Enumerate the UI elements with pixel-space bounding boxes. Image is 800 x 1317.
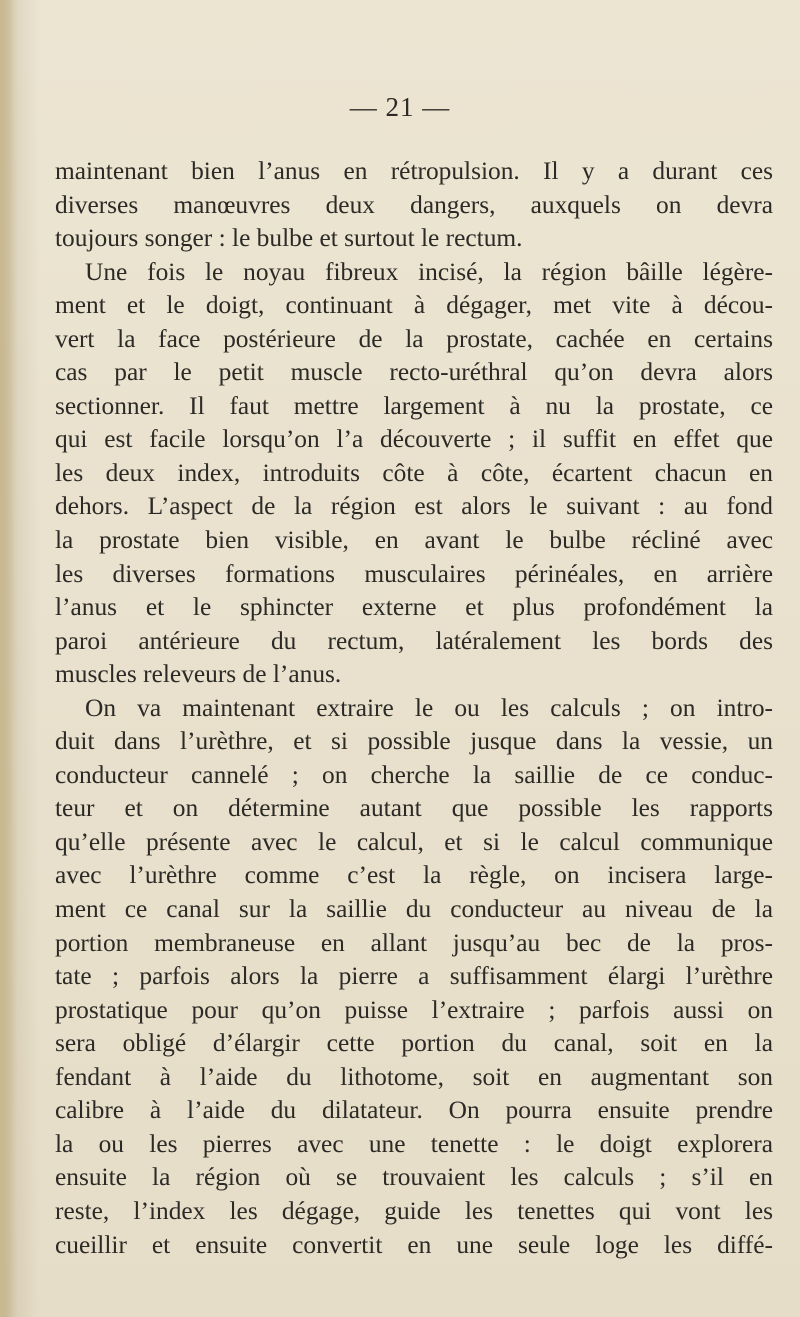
text-line: les deux index, introduits côte à côte, écartent chacun en [55, 458, 773, 487]
page-binding-edge [0, 0, 18, 1317]
text-line: ensuite la région où se trouvaient les calculs ; s’il en [55, 1163, 773, 1192]
text-line: qui est facile lorsqu’on l’a découverte ; il suffit en effet que [55, 425, 773, 454]
text-line: duit dans l’urèthre, et si possible jusque dans la vessie, un [55, 727, 773, 756]
text-line: portion membraneuse en allant jusqu’au bec de la pros- [55, 928, 773, 957]
text-line: avec l’urèthre comme c’est la règle, on incisera large- [55, 861, 773, 890]
text-line: On va maintenant extraire le ou les calculs ; on intro- [85, 693, 773, 722]
text-line: qu’elle présente avec le calcul, et si le calcul communique [55, 827, 773, 856]
text-line: sectionner. Il faut mettre largement à nu la prostate, ce [55, 391, 773, 420]
text-line: cas par le petit muscle recto-uréthral qu’on devra alors [55, 358, 773, 387]
body-text [55, 155, 773, 1262]
text-line: dehors. L’aspect de la région est alors le suivant : au fond [55, 492, 773, 521]
text-line: prostatique pour qu’on puisse l’extraire ; parfois aussi on [55, 995, 773, 1024]
text-line: reste, l’index les dégage, guide les tenettes qui vont les [55, 1196, 773, 1225]
text-line: calibre à l’aide du dilatateur. On pourra ensuite prendre [55, 1096, 773, 1125]
text-line: la prostate bien visible, en avant le bulbe récliné avec [55, 526, 773, 555]
text-line: les diverses formations musculaires périnéales, en arrière [55, 559, 773, 588]
text-line: maintenant bien l’anus en rétropulsion. Il y a durant ces [55, 157, 773, 185]
text-line: diverses manœuvres deux dangers, auxquels on devra [55, 190, 773, 219]
text-line: muscles releveurs de l’anus. [55, 660, 342, 689]
text-line: Une fois le noyau fibreux incisé, la région bâille légère- [85, 257, 773, 286]
text-line: ment ce canal sur la saillie du conducteur au niveau de la [55, 895, 773, 924]
text-line: vert la face postérieure de la prostate, cachée en certains [55, 324, 773, 353]
text-line: sera obligé d’élargir cette portion du canal, soit en la [55, 1029, 773, 1058]
text-line: la ou les pierres avec une tenette : le doigt explorera [55, 1129, 773, 1158]
text-line: ment et le doigt, continuant à dégager, met vite à décou- [55, 291, 773, 320]
text-line: cueillir et ensuite convertit en une seule loge les diffé- [55, 1230, 773, 1259]
text-line: tate ; parfois alors la pierre a suffisamment élargi l’urèthre [55, 962, 773, 991]
text-line: conducteur cannelé ; on cherche la saillie de ce conduc- [55, 760, 773, 789]
page-number: — 21 — [349, 92, 451, 122]
text-line: l’anus et le sphincter externe et plus profondément la [55, 593, 773, 622]
text-line: toujours songer : le bulbe et surtout le rectum. [55, 224, 523, 253]
text-line: paroi antérieure du rectum, latéralement les bords des [55, 626, 773, 655]
text-line: fendant à l’aide du lithotome, soit en augmentant son [55, 1062, 773, 1091]
text-line: teur et on détermine autant que possible les rapports [55, 794, 773, 823]
